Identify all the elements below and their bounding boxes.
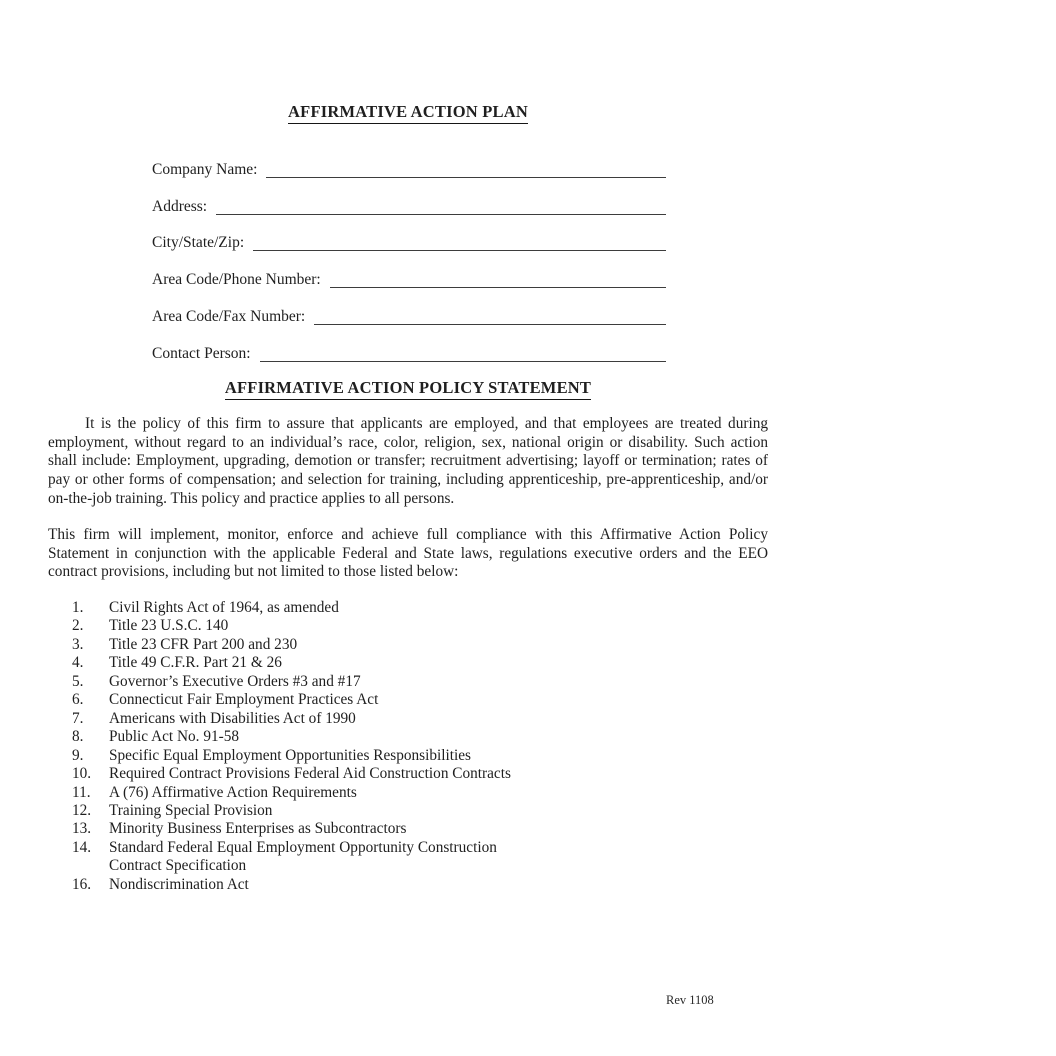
list-item-text: Specific Equal Employment Opportunities Responsibilities [109, 746, 471, 764]
phone-number-label: Area Code/Phone Number: [152, 270, 321, 288]
list-item-text: Title 23 U.S.C. 140 [109, 617, 229, 635]
list-item-number: 7. [72, 709, 84, 727]
list-item-text: Governor’s Executive Orders #3 and #17 [109, 672, 361, 690]
list-item-text: Training Special Provision [109, 801, 273, 819]
list-item [72, 728, 712, 746]
list-item [72, 710, 712, 728]
list-item-text: Standard Federal Equal Employment Opportunity Construction [109, 838, 497, 856]
field-row-phone-number [152, 266, 666, 288]
list-item-number: 16. [72, 875, 92, 893]
phone-number-input-line[interactable] [330, 265, 666, 288]
list-item [72, 636, 712, 654]
fax-number-label: Area Code/Fax Number: [152, 307, 306, 325]
policy-statement-heading-text: AFFIRMATIVE ACTION POLICY STATEMENT [225, 378, 591, 400]
list-item-text: Minority Business Enterprises as Subcontractors [109, 820, 407, 838]
list-item-number: 2. [72, 617, 84, 635]
document-title [48, 102, 768, 124]
city-state-zip-input-line[interactable] [253, 228, 666, 251]
company-name-label: Company Name: [152, 160, 258, 178]
list-item-number: 3. [72, 635, 84, 653]
list-item [72, 691, 712, 709]
list-item-number: 12. [72, 801, 92, 819]
list-item [72, 617, 712, 635]
address-label: Address: [152, 197, 208, 215]
list-item [72, 654, 712, 672]
field-row-fax-number [152, 303, 666, 325]
list-item-text: Nondiscrimination Act [109, 875, 249, 893]
field-row-contact-person [152, 340, 666, 362]
list-item-text: Civil Rights Act of 1964, as amended [109, 599, 339, 616]
list-item-number: 10. [72, 765, 92, 783]
company-name-input-line[interactable] [266, 155, 666, 178]
list-item [72, 839, 712, 857]
list-item-text: Contract Specification [109, 857, 247, 875]
list-item-number: 11. [72, 783, 91, 801]
contact-person-input-line[interactable] [260, 339, 666, 362]
list-item [72, 876, 712, 894]
city-state-zip-label: City/State/Zip: [152, 233, 245, 251]
list-item-text: Title 49 C.F.R. Part 21 & 26 [109, 654, 282, 672]
list-item-text: A (76) Affirmative Action Requirements [109, 783, 357, 801]
field-row-city-state-zip [152, 229, 666, 251]
list-item-text: Public Act No. 91-58 [109, 728, 240, 746]
list-item [72, 747, 712, 765]
list-item-number: 8. [72, 728, 84, 746]
policy-paragraph-2: This firm will implement, monitor, enforce and achieve full compliance with this Affirmative Action Policy Statement in conjunction with the applicable Federal and State laws, regulations executive orders and the EEO contract provisions, including but not limited to those listed below: [48, 526, 768, 581]
list-item [72, 784, 712, 802]
document-body [48, 0, 768, 1056]
list-item [72, 802, 712, 820]
fax-number-input-line[interactable] [314, 302, 666, 325]
address-input-line[interactable] [216, 192, 666, 215]
list-item-number: 13. [72, 820, 92, 838]
field-row-company-name [152, 156, 666, 178]
list-item-number: 14. [72, 838, 92, 856]
list-item-text: Americans with Disabilities Act of 1990 [109, 709, 356, 727]
revision-footnote: Rev 1108 [666, 993, 714, 1007]
list-item-text: Title 23 CFR Part 200 and 230 [109, 635, 298, 653]
list-item-number: 4. [72, 654, 84, 672]
policy-paragraph-1: It is the policy of this firm to assure that applicants are employed, and that employees are treated during employment, without regard to an individual’s race, color, religion, sex, national origin or disability. Such action shall include: Employment, upgrading, demotion or transfer; recruitment advertising; layoff or termination; rates of pay or other forms of compensation; and selection for training, including apprenticeship, pre-apprenticeship, and/or on-the-job training. This policy and practice applies to all persons. [48, 415, 768, 507]
list-item-text: Required Contract Provisions Federal Aid Construction Contracts [109, 765, 511, 783]
contact-person-label: Contact Person: [152, 344, 251, 362]
field-row-address [152, 193, 666, 215]
list-item-number: 1. [72, 599, 84, 616]
policy-statement-heading [48, 378, 768, 400]
list-item [72, 599, 712, 617]
list-item-number [72, 857, 109, 875]
list-item-text: Connecticut Fair Employment Practices Act [109, 691, 379, 709]
compliance-reference-list [72, 599, 712, 894]
list-item [72, 673, 712, 691]
document-title-text: AFFIRMATIVE ACTION PLAN [288, 102, 528, 124]
list-item [72, 820, 712, 838]
list-item-number: 5. [72, 672, 84, 690]
list-item [72, 765, 712, 783]
list-item-number: 9. [72, 746, 84, 764]
list-item-number: 6. [72, 691, 84, 709]
list-item-continuation [72, 857, 712, 875]
